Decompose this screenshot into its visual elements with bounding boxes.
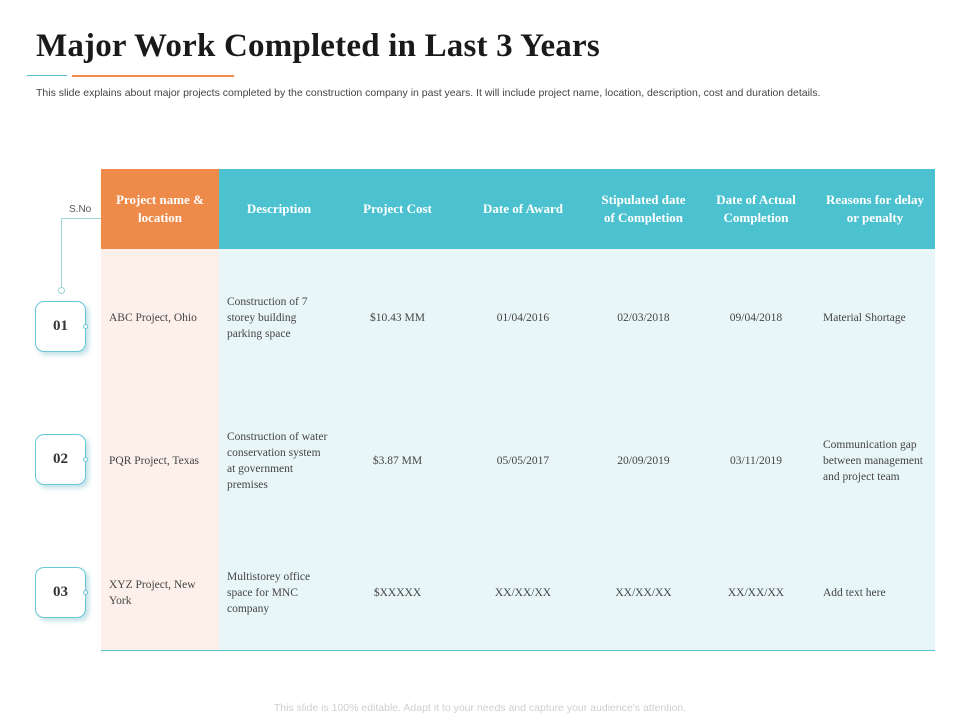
cell-stipulated-date: 02/03/2018 (617, 312, 670, 324)
table-header-row (101, 169, 935, 249)
cell-cost: $3.87 MM (372, 455, 423, 467)
cell-reason: Add text here (823, 587, 886, 599)
cell-stipulated-date: 20/09/2019 (617, 455, 670, 467)
sno-connector-horizontal (61, 218, 101, 219)
header-date-of-award: Date of Award (456, 169, 590, 249)
cell-award-date: 05/05/2017 (496, 455, 550, 467)
cell-cost: $XXXXX (373, 587, 422, 599)
connector-pin-icon (83, 457, 88, 462)
table-row (101, 387, 935, 535)
cell-project: XYZ Project, New York (109, 579, 196, 607)
row-number-badge (35, 567, 86, 618)
projects-table (101, 169, 935, 651)
row-number: 03 (53, 584, 68, 600)
cell-award-date: 01/04/2016 (496, 312, 550, 324)
page-title: Major Work Completed in Last 3 Years (36, 28, 600, 64)
header-reasons-delay: Reasons for delay or penalty (815, 169, 935, 249)
cell-project: ABC Project, Ohio (109, 312, 197, 324)
footer-note: This slide is 100% editable. Adapt it to your needs and capture your audience's attention. (273, 702, 687, 714)
cell-stipulated-date: XX/XX/XX (615, 587, 672, 599)
header-actual-completion: Date of Actual Completion (697, 169, 815, 249)
header-description: Description (219, 169, 339, 249)
page-subtitle: This slide explains about major projects completed by the construction company in past years. It will include project name, location, description, cost and duration details. (36, 87, 821, 99)
cell-award-date: XX/XX/XX (494, 587, 552, 599)
connector-pin-icon (83, 324, 88, 329)
title-underline (72, 75, 234, 77)
cell-actual-date: 03/11/2019 (730, 455, 782, 467)
cell-reason: Material Shortage (823, 312, 906, 324)
table-row (101, 249, 935, 387)
cell-cost: $10.43 MM (370, 312, 425, 324)
cell-description: Construction of water conservation system at government premises (227, 431, 328, 491)
table-bottom-border (101, 650, 935, 651)
sno-label: S.No (69, 204, 92, 215)
cell-actual-date: 09/04/2018 (729, 312, 783, 324)
sno-connector-vertical (61, 218, 62, 290)
header-stipulated-date: Stipulated date of Completion (590, 169, 697, 249)
cell-actual-date: XX/XX/XX (727, 587, 785, 599)
table-row (101, 535, 935, 651)
row-number: 02 (53, 451, 68, 467)
header-project-name: Project name & location (101, 169, 219, 249)
header-project-cost: Project Cost (339, 169, 456, 249)
row-number-badge (35, 301, 86, 352)
cell-project: PQR Project, Texas (109, 455, 200, 467)
cell-description: Construction of 7 storey building parking space (227, 296, 308, 340)
sno-connector-dot (58, 287, 65, 294)
row-number: 01 (53, 318, 68, 334)
title-underline-accent (27, 75, 67, 76)
connector-pin-icon (83, 590, 88, 595)
cell-reason: Communication gap between management and project team (823, 439, 923, 483)
cell-description: Multistorey office space for MNC company (227, 571, 311, 615)
row-number-badge (35, 434, 86, 485)
